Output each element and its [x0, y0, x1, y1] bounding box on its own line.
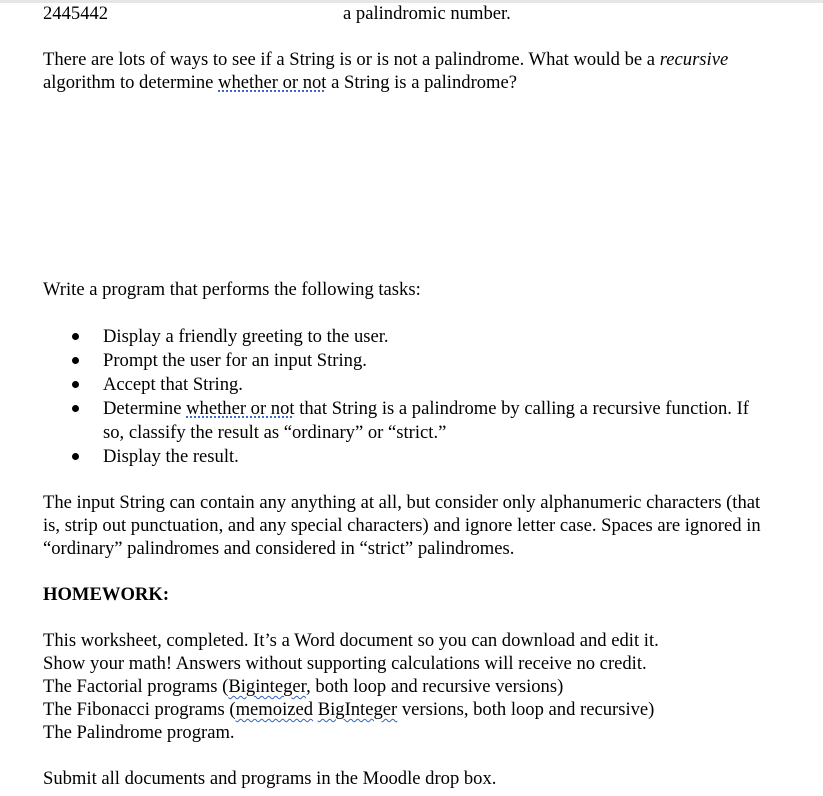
bullet-icon: [72, 453, 79, 460]
bullet-icon: [72, 333, 79, 340]
emphasis-recursive: recursive: [659, 49, 729, 70]
list-item-continuation: so, classify the result as “ordinary” or “strict.”: [103, 422, 447, 443]
rules-line-1: The input String can contain any anything at all, but consider only alphanumeric characters (that: [43, 492, 761, 513]
list-item: Display a friendly greeting to the user.: [103, 326, 389, 347]
list-item: Display the result.: [103, 446, 239, 467]
bullet-icon: [72, 405, 79, 412]
spelling-flag: BigInteger: [317, 699, 398, 720]
rules-line-2: is, strip out punctuation, and any special characters) and ignore letter case. Spaces are ignored in: [43, 515, 761, 536]
homework-line-3: The Factorial programs (Biginteger, both loop and recursive versions): [43, 676, 564, 697]
list-item: Prompt the user for an input String.: [103, 350, 367, 371]
tasks-intro: Write a program that performs the following tasks:: [43, 279, 421, 300]
list-item: Determine whether or not that String is a palindrome by calling a recursive function. If: [103, 398, 749, 419]
bullet-icon: [72, 357, 79, 364]
grammar-flag: whether or not: [186, 398, 295, 419]
question-line-2: algorithm to determine whether or not a String is a palindrome?: [43, 72, 518, 93]
question-line-1: There are lots of ways to see if a String is or is not a palindrome. What would be a recursive: [43, 49, 729, 70]
homework-heading: HOMEWORK:: [43, 584, 170, 605]
homework-line-5: The Palindrome program.: [43, 722, 235, 743]
rules-line-3: “ordinary” palindromes and considered in “strict” palindromes.: [43, 538, 515, 559]
homework-line-1: This worksheet, completed. It’s a Word document so you can download and edit it.: [43, 630, 659, 651]
homework-line-2: Show your math! Answers without supporting calculations will receive no credit.: [43, 653, 647, 674]
submit-instructions: Submit all documents and programs in the Moodle drop box.: [43, 768, 497, 789]
bullet-icon: [72, 381, 79, 388]
homework-line-4: The Fibonacci programs (memoized BigInteger versions, both loop and recursive): [43, 699, 655, 720]
grammar-flag: whether or not: [218, 72, 327, 93]
list-item: Accept that String.: [103, 374, 243, 395]
table-cell-number: 2445442: [43, 3, 109, 24]
table-cell-description: a palindromic number.: [343, 3, 511, 24]
spelling-flag: Biginteger: [228, 676, 307, 697]
spelling-flag: memoized: [235, 699, 314, 720]
